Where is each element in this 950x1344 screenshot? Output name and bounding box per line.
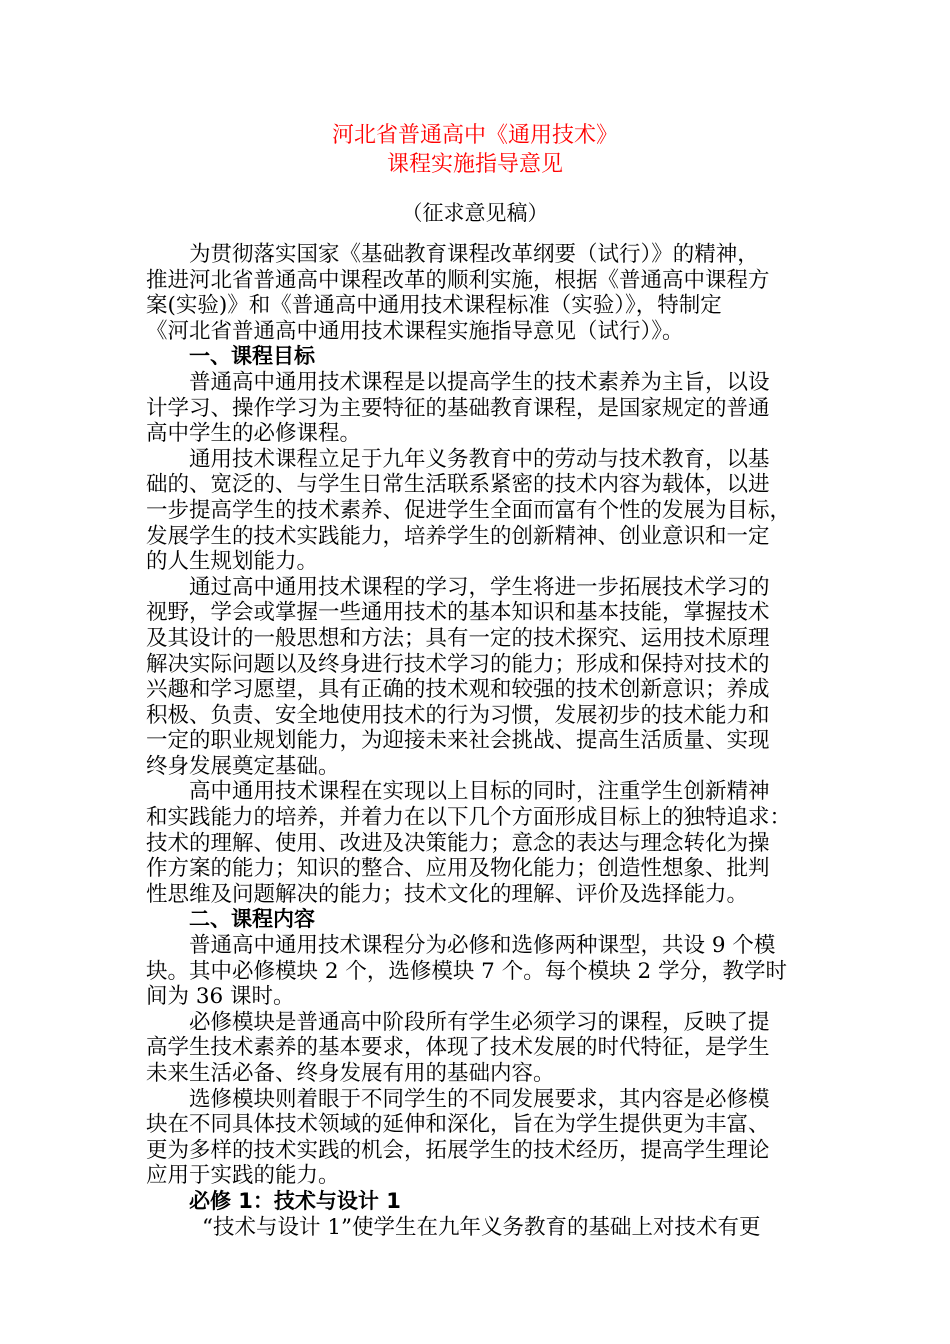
paragraph-line: 块在不同具体技术领域的延伸和深化，旨在为学生提供更为丰富、 xyxy=(146,1112,770,1138)
paragraph-line: 一步提高学生的技术素养、促进学生全面而富有个性的发展为目标， xyxy=(146,497,792,523)
paragraph-line: 高学生技术素养的基本要求，体现了技术发展的时代特征，是学生 xyxy=(146,1035,770,1061)
paragraph-line: 块。其中必修模块 2 个，选修模块 7 个。每个模块 2 学分，教学时 xyxy=(146,958,788,984)
document-body xyxy=(146,242,808,1240)
paragraph-line: 推进河北省普通高中课程改革的顺利实施，根据《普通高中课程方 xyxy=(146,267,770,293)
paragraph-line: 选修模块则着眼于不同学生的不同发展要求，其内容是必修模 xyxy=(189,1086,770,1112)
paragraph-line: 视野，学会或掌握一些通用技术的基本知识和基本技能，掌握技术 xyxy=(146,600,770,626)
paragraph-line: 计学习、操作学习为主要特征的基础教育课程，是国家规定的普通 xyxy=(146,395,770,421)
paragraph-line: 案(实验)》和《普通高中通用技术课程标准（实验）》，特制定 xyxy=(146,293,722,319)
section-heading: 二、课程内容 xyxy=(189,907,315,932)
document-title-line2: 课程实施指导意见 xyxy=(386,152,563,177)
paragraph-line: 应用于实践的能力。 xyxy=(146,1163,340,1189)
paragraph-line: 高中学生的必修课程。 xyxy=(146,421,362,447)
paragraph-line: 及其设计的一般思想和方法；具有一定的技术探究、运用技术原理 xyxy=(146,625,770,651)
paragraph-line: “技术与设计 1”使学生在九年义务教育的基础上对技术有更 xyxy=(202,1214,761,1240)
paragraph-line: 通用技术课程立足于九年义务教育中的劳动与技术教育，以基 xyxy=(189,446,770,472)
paragraph-line: 未来生活必备、终身发展有用的基础内容。 xyxy=(146,1061,555,1086)
paragraph-line: 的人生规划能力。 xyxy=(146,549,319,575)
paragraph-line: 《河北省普通高中通用技术课程实施指导意见（试行）》。 xyxy=(146,318,684,344)
paragraph-line: 间为 36 课时。 xyxy=(146,984,295,1010)
paragraph-line: 技术的理解、使用、改进及决策能力；意念的表达与理念转化为操 xyxy=(146,830,770,856)
paragraph-line: 一定的职业规划能力，为迎接未来社会挑战、提高生活质量、实现 xyxy=(146,728,770,754)
paragraph-line: 终身发展奠定基础。 xyxy=(146,753,340,779)
paragraph-line: 更为多样的技术实践的机会，拓展学生的技术经历，提高学生理论 xyxy=(146,1137,770,1163)
paragraph-line: 高中通用技术课程在实现以上目标的同时，注重学生创新精神 xyxy=(189,779,770,805)
paragraph-line: 普通高中通用技术课程分为必修和选修两种课型，共设 9 个模 xyxy=(189,933,776,959)
paragraph-line: 解决实际问题以及终身进行技术学习的能力；形成和保持对技术的 xyxy=(146,651,770,677)
document-title-line1: 河北省普通高中《通用技术》 xyxy=(331,123,618,148)
section-heading: 一、课程目标 xyxy=(189,344,315,369)
document-subtitle: （征求意见稿） xyxy=(401,201,549,225)
paragraph-line: 积极、负责、安全地使用技术的行为习惯，发展初步的技术能力和 xyxy=(146,702,770,728)
paragraph-line: 作方案的能力；知识的整合、应用及物化能力；创造性想象、批判 xyxy=(146,856,770,882)
paragraph-line: 必修模块是普通高中阶段所有学生必须学习的课程，反映了提 xyxy=(189,1009,770,1035)
paragraph-line: 础的、宽泛的、与学生日常生活联系紧密的技术内容为载体，以进 xyxy=(146,472,770,498)
paragraph-line: 通过高中通用技术课程的学习，学生将进一步拓展技术学习的 xyxy=(189,574,770,600)
paragraph-line: 发展学生的技术实践能力，培养学生的创新精神、创业意识和一定 xyxy=(146,523,770,549)
paragraph-line: 性思维及问题解决的能力；技术文化的理解、评价及选择能力。 xyxy=(146,881,749,907)
paragraph-line: 和实践能力的培养，并着力在以下几个方面形成目标上的独特追求： xyxy=(146,805,792,831)
subsection-heading: 必修 1：技术与设计 1 xyxy=(189,1188,401,1213)
paragraph-line: 为贯彻落实国家《基础教育课程改革纲要（试行）》的精神， xyxy=(189,242,759,267)
paragraph-line: 兴趣和学习愿望，具有正确的技术观和较强的技术创新意识；养成 xyxy=(146,677,770,703)
paragraph-line: 普通高中通用技术课程是以提高学生的技术素养为主旨，以设 xyxy=(189,369,770,395)
